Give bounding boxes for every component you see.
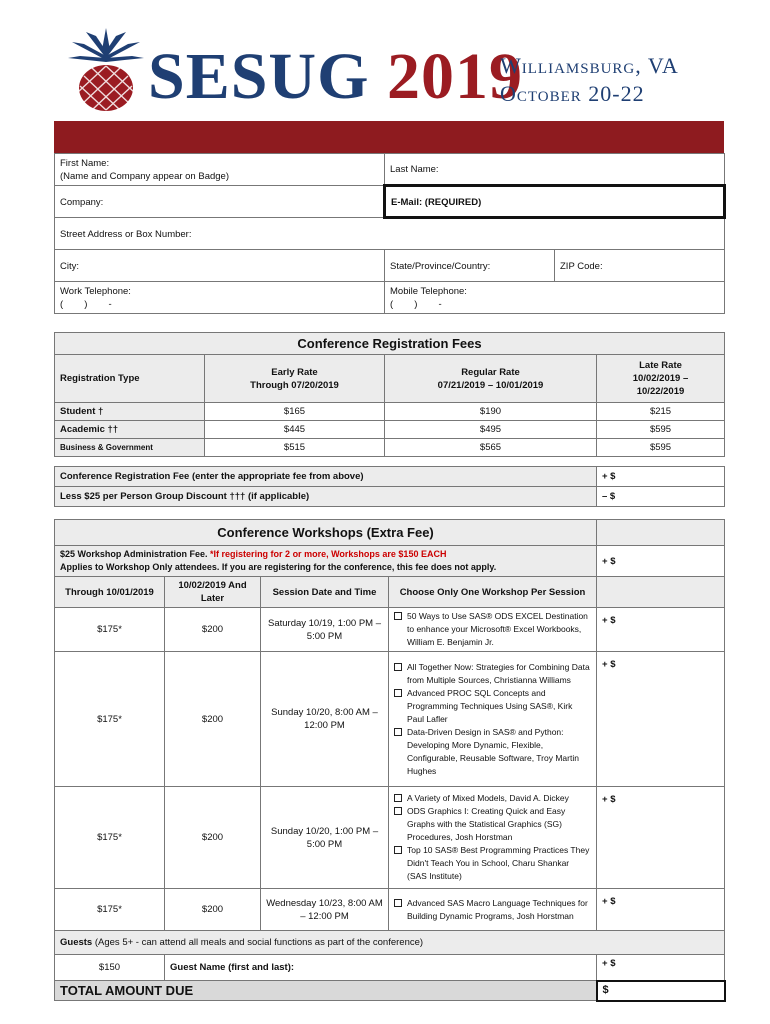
session-payment-input[interactable]: + $ bbox=[597, 608, 725, 652]
fee-early: $515 bbox=[205, 439, 385, 457]
zip-field[interactable] bbox=[555, 250, 725, 282]
fee-regular: $190 bbox=[385, 403, 597, 421]
zip-label: ZIP Code: bbox=[560, 260, 603, 272]
session-late-price: $200 bbox=[165, 652, 261, 787]
work-phone-template: ( ) - bbox=[60, 299, 112, 310]
col-through: Through 10/01/2019 bbox=[55, 577, 165, 608]
workshop-option[interactable]: ODS Graphics I: Creating Quick and Easy Graphs with the Statistical Graphics (SG) Procedures, Josh Horstman bbox=[394, 805, 591, 844]
session-late-price: $200 bbox=[165, 787, 261, 889]
session-early-price: $175* bbox=[55, 889, 165, 931]
first-name-label: First Name: bbox=[60, 158, 110, 169]
checkbox-icon[interactable] bbox=[394, 612, 402, 620]
pineapple-logo-icon bbox=[66, 28, 146, 113]
mobile-phone-label: Mobile Telephone: bbox=[390, 286, 467, 297]
fee-type: Business & Government bbox=[55, 439, 205, 457]
fee-type: Academic †† bbox=[55, 421, 205, 439]
session-options bbox=[389, 608, 597, 652]
last-name-label: Last Name: bbox=[390, 164, 439, 175]
session-row bbox=[55, 787, 725, 889]
fee-row bbox=[55, 403, 725, 421]
guest-name-label: Guest Name (first and last): bbox=[170, 962, 295, 973]
checkbox-icon[interactable] bbox=[394, 689, 402, 697]
fee-row bbox=[55, 421, 725, 439]
contact-form bbox=[54, 153, 726, 314]
mobile-phone-template: ( ) - bbox=[390, 299, 442, 310]
session-time: Sunday 10/20, 8:00 AM – 12:00 PM bbox=[261, 652, 389, 787]
guests-note bbox=[55, 931, 725, 955]
fee-early: $165 bbox=[205, 403, 385, 421]
checkbox-icon[interactable] bbox=[394, 728, 402, 736]
workshop-option[interactable]: Advanced SAS Macro Language Techniques for Building Dynamic Programs, Josh Horstman bbox=[394, 897, 591, 923]
header-bar bbox=[54, 121, 724, 153]
session-row bbox=[55, 608, 725, 652]
workshop-option[interactable]: Data-Driven Design in SAS® and Python: Developing More Dynamic, Flexible, Configurable, Reusable Software, Troy Martin Hughes bbox=[394, 726, 591, 778]
workshops-title: Conference Workshops (Extra Fee) bbox=[55, 520, 597, 546]
checkbox-icon[interactable] bbox=[394, 899, 402, 907]
first-name-field[interactable] bbox=[55, 154, 385, 186]
state-label: State/Province/Country: bbox=[390, 260, 491, 272]
workshop-option[interactable]: Top 10 SAS® Best Programming Practices They Didn't Teach You in School, Charu Shankar (SAS Institute) bbox=[394, 844, 591, 883]
guests-text: (Ages 5+ - can attend all meals and social functions as part of the conference) bbox=[94, 937, 424, 948]
col-choose: Choose Only One Workshop Per Session bbox=[389, 577, 597, 608]
guest-name-field[interactable] bbox=[165, 955, 597, 981]
registration-fee-input[interactable]: + $ bbox=[597, 467, 725, 487]
street-address-field[interactable] bbox=[55, 218, 725, 250]
admin-fee-applies: Applies to Workshop Only attendees. If you are registering for the conference, this fee does not apply. bbox=[60, 562, 497, 572]
session-early-price: $175* bbox=[55, 652, 165, 787]
workshop-option[interactable]: A Variety of Mixed Models, David A. Dickey bbox=[394, 792, 591, 805]
work-phone-label: Work Telephone: bbox=[60, 286, 131, 297]
session-early-price: $175* bbox=[55, 787, 165, 889]
col-early-rate: Early Rate Through 07/20/2019 bbox=[205, 355, 385, 403]
guest-payment-input[interactable]: + $ bbox=[597, 955, 725, 981]
company-label: Company: bbox=[60, 196, 104, 208]
checkbox-icon[interactable] bbox=[394, 807, 402, 815]
workshops-table bbox=[54, 519, 726, 1002]
state-field[interactable] bbox=[385, 250, 555, 282]
location-city: Williamsburg, VA bbox=[500, 53, 679, 78]
checkbox-icon[interactable] bbox=[394, 846, 402, 854]
total-label: TOTAL AMOUNT DUE bbox=[55, 981, 597, 1001]
last-name-field[interactable] bbox=[385, 154, 725, 186]
session-payment-input[interactable]: + $ bbox=[597, 889, 725, 931]
admin-fee-note bbox=[55, 546, 597, 577]
registration-fee-label: Conference Registration Fee (enter the appropriate fee from above) bbox=[55, 467, 597, 487]
work-phone-field[interactable] bbox=[55, 282, 385, 314]
admin-fee-text: $25 Workshop Administration Fee. bbox=[60, 549, 208, 559]
event-location bbox=[500, 52, 679, 108]
checkbox-icon[interactable] bbox=[394, 794, 402, 802]
fee-subtotal-table bbox=[54, 466, 725, 507]
header bbox=[0, 0, 770, 120]
admin-fee-input[interactable]: + $ bbox=[597, 546, 725, 577]
col-session: Session Date and Time bbox=[261, 577, 389, 608]
fee-late: $595 bbox=[597, 439, 725, 457]
session-early-price: $175* bbox=[55, 608, 165, 652]
total-amount-input[interactable]: $ bbox=[597, 981, 725, 1001]
workshop-option[interactable]: 50 Ways to Use SAS® ODS EXCEL Destination to enhance your Microsoft® Excel Workbooks, William E. Benjamin Jr. bbox=[394, 610, 591, 649]
email-label: E-Mail: (REQUIRED) bbox=[391, 196, 482, 208]
session-time: Wednesday 10/23, 8:00 AM – 12:00 PM bbox=[261, 889, 389, 931]
session-late-price: $200 bbox=[165, 608, 261, 652]
session-time: Sunday 10/20, 1:00 PM – 5:00 PM bbox=[261, 787, 389, 889]
workshop-option[interactable]: All Together Now: Strategies for Combining Data from Multiple Sources, Christianna Williams bbox=[394, 661, 591, 687]
admin-fee-warning: *If registering for 2 or more, Workshops are $150 EACH bbox=[210, 549, 447, 559]
session-row bbox=[55, 889, 725, 931]
fee-regular: $565 bbox=[385, 439, 597, 457]
mobile-phone-field[interactable] bbox=[385, 282, 725, 314]
company-field[interactable] bbox=[55, 186, 385, 218]
session-late-price: $200 bbox=[165, 889, 261, 931]
group-discount-input[interactable]: – $ bbox=[597, 487, 725, 507]
brand-title: SESUG 2019 bbox=[148, 40, 523, 113]
session-payment-input[interactable]: + $ bbox=[597, 787, 725, 889]
city-field[interactable] bbox=[55, 250, 385, 282]
guest-price: $150 bbox=[55, 955, 165, 981]
session-time: Saturday 10/19, 1:00 PM – 5:00 PM bbox=[261, 608, 389, 652]
session-options bbox=[389, 652, 597, 787]
registration-fees-table bbox=[54, 332, 725, 457]
workshop-option[interactable]: Advanced PROC SQL Concepts and Programming Techniques Using SAS®, Kirk Paul Lafler bbox=[394, 687, 591, 726]
street-label: Street Address or Box Number: bbox=[60, 229, 192, 240]
fee-type: Student † bbox=[55, 403, 205, 421]
col-regular-rate: Regular Rate 07/21/2019 – 10/01/2019 bbox=[385, 355, 597, 403]
email-field[interactable] bbox=[385, 186, 725, 218]
fee-row bbox=[55, 439, 725, 457]
fee-late: $215 bbox=[597, 403, 725, 421]
session-row bbox=[55, 652, 725, 787]
col-late-rate: Late Rate 10/02/2019 – 10/22/2019 bbox=[597, 355, 725, 403]
fee-early: $445 bbox=[205, 421, 385, 439]
badge-note: (Name and Company appear on Badge) bbox=[60, 171, 229, 182]
col-registration-type: Registration Type bbox=[55, 355, 205, 403]
city-label: City: bbox=[60, 260, 79, 272]
event-dates: October 20-22 bbox=[500, 81, 645, 106]
guests-label: Guests bbox=[60, 937, 93, 948]
fee-regular: $495 bbox=[385, 421, 597, 439]
col-later: 10/02/2019 And Later bbox=[165, 577, 261, 608]
session-options bbox=[389, 889, 597, 931]
fees-title: Conference Registration Fees bbox=[55, 333, 725, 355]
session-payment-input[interactable]: + $ bbox=[597, 652, 725, 787]
checkbox-icon[interactable] bbox=[394, 663, 402, 671]
fee-late: $595 bbox=[597, 421, 725, 439]
group-discount-label: Less $25 per Person Group Discount ††† (if applicable) bbox=[55, 487, 597, 507]
session-options bbox=[389, 787, 597, 889]
